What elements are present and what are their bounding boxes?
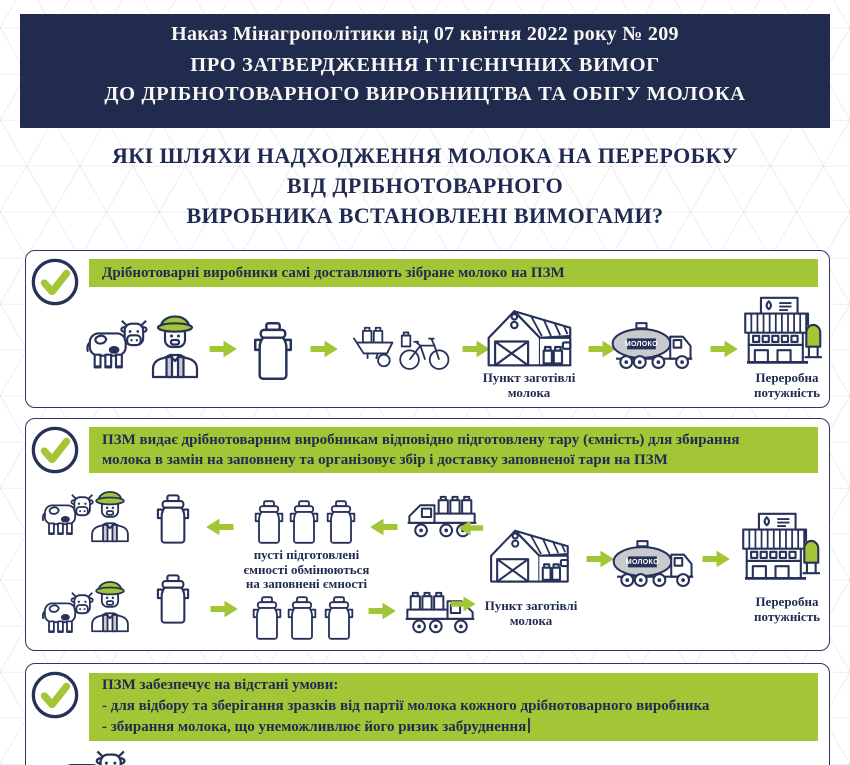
question-line-3: ВИРОБНИКА ВСТАНОВЛЕНІ ВИМОГАМИ? (186, 203, 664, 228)
cow-icon (40, 589, 94, 639)
requirement-card-2 (25, 418, 830, 651)
header-title-line-1: ПРО ЗАТВЕРДЖЕННЯ ГІГІЄНІЧНИХ ВИМОГ (190, 54, 660, 76)
farmer-icon (88, 579, 132, 633)
tanker-text: МОЛОКО (625, 558, 659, 566)
farmer-icon (88, 489, 132, 543)
factory-icon (738, 509, 820, 585)
statement-bar-2: ПЗМ видає дрібнотоварним виробникам відповідно підготовлену тару (ємність) для збирання молока в замін на заповнену та організовує збір і доставку заповненої тари на ПЗМ (89, 427, 818, 473)
tanker-text: МОЛОКО (624, 340, 658, 348)
arrow-left-icon (206, 517, 234, 537)
header-order-line: Наказ Мінагрополітики від 07 квітня 2022 року № 209 (171, 23, 679, 45)
processing-facility-label: Переробна потужність (754, 594, 820, 624)
exchange-note: пусті підготовлені ємності обмінюються на заповнені ємності (243, 547, 370, 591)
barn-icon (481, 303, 577, 369)
arrow-right-icon (310, 339, 338, 359)
cow-icon (56, 748, 126, 765)
statement-bar-1: Дрібнотоварні виробники самі доставляють зібране молоко на ПЗМ (89, 259, 818, 287)
cow-icon (40, 491, 94, 541)
checkmark-icon (30, 670, 80, 720)
farmer-icon (148, 313, 202, 379)
collection-point-label: Пункт заготівлі молока (482, 370, 576, 400)
milk-can-icon (156, 493, 190, 545)
milk-can-icon (289, 499, 319, 545)
milk-can-icon (287, 595, 317, 641)
milk-can-icon (253, 321, 293, 381)
milk-can-icon (254, 499, 284, 545)
cart-bicycle-icon (352, 323, 450, 373)
milk-tanker-icon (611, 321, 699, 371)
cow-icon (84, 317, 148, 375)
requirement-card-1 (25, 250, 830, 408)
arrow-right-icon (702, 549, 730, 569)
collection-point-label: Пункт заготівлі молока (484, 598, 578, 628)
milk-can-icon (252, 595, 282, 641)
milk-can-icon (324, 595, 354, 641)
arrow-right-icon (368, 601, 396, 621)
arrow-left-icon (458, 519, 484, 537)
question-line-2: ВІД ДРІБНОТОВАРНОГО (286, 173, 564, 198)
arrow-right-icon (586, 549, 614, 569)
statement-bar-3: ПЗМ забезпечує на відстані умови: - для відбору та зберігання зразків від партії молока кожного дрібнотоварного виробника - збирання молока, що унеможливлює його ризик забруднення (89, 673, 818, 741)
header-title-line-2: ДО ДРІБНОТОВАРНОГО ВИРОБНИЦТВА ТА ОБІГУ МОЛОКА (104, 83, 746, 105)
factory-icon (740, 293, 822, 369)
checkmark-icon (30, 425, 80, 475)
processing-facility-label: Переробна потужність (754, 370, 820, 400)
arrow-left-icon (370, 517, 398, 537)
checkmark-icon (30, 257, 80, 307)
milk-can-icon (326, 499, 356, 545)
requirement-card-3 (25, 663, 830, 765)
milk-tanker-icon (612, 539, 700, 589)
arrow-right-icon (209, 339, 237, 359)
arrow-right-icon (210, 599, 238, 619)
question-heading (0, 141, 850, 231)
header-banner (20, 14, 830, 128)
text-cursor (528, 718, 530, 733)
barn-icon (483, 523, 575, 585)
arrow-right-icon (710, 339, 738, 359)
milk-can-icon (156, 573, 190, 625)
question-line-1: ЯКІ ШЛЯХИ НАДХОДЖЕННЯ МОЛОКА НА ПЕРЕРОБКУ (112, 143, 738, 168)
